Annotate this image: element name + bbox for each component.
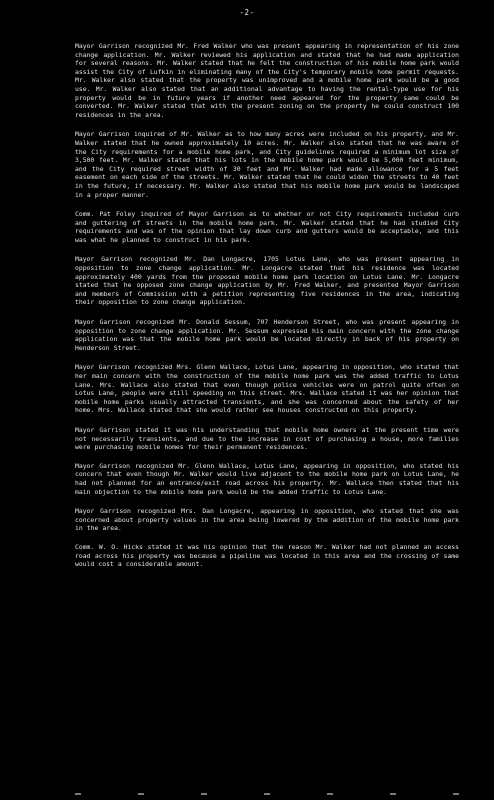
- minutes-body: [75, 42, 459, 580]
- paragraph-hicks-statement: Comm. W. O. Hicks stated it was his opinion that the reason Mr. Walker had not planned an access road across his property was because a pipeline was located in this area and the crossing of same would cost a considerable amount.: [75, 542, 459, 569]
- paragraph-mrs-wallace-opposition: Mayor Garrison recognized Mrs. Glenn Wallace, Lotus Lane, appearing in opposition, who stated that her main concern with the construction of the mobile home park was the added traffic to Lotus Lane. Mrs. Wallace also stated that even though police vehicles were on patrol quite often on Lotus Lane, people were still speeding on this street. Mrs. Wallace stated it was her opinion that mobile home parks usually attracted transients, and she was concerned about the safety of her home. Mrs. Wallace stated that she would rather see houses constructed on this property.: [75, 363, 459, 415]
- scan-mark: [138, 793, 144, 795]
- scan-mark: [453, 793, 459, 795]
- bottom-edge-marks: [75, 793, 459, 796]
- paragraph-longacre-opposition: Mayor Garrison recognized Mr. Dan Longacre, 1705 Lotus Lane, who was present appearing in opposition to zone change application. Mr. Longacre stated that his residence was located approximately 400 yards from the proposed mobile home park location on Lotus Lane. Mr. Longacre stated that he opposed zone change application by Mr. Fred Walker, and presented Mayor Garrison and members of Commission with a petition representing five residences in the area, indicating their opposition to zone change application.: [75, 255, 459, 307]
- paragraph-sessum-opposition: Mayor Garrison recognized Mr. Donald Sessum, 707 Henderson Street, who was present appearing in opposition to zone change application. Mr. Sessum expressed his main concern with the zone change application was that the mobile home park would be located directly in back of his property on Henderson Street.: [75, 318, 459, 352]
- scan-mark: [264, 793, 270, 795]
- scan-mark: [75, 793, 81, 795]
- paragraph-acreage-inquiry: Mayor Garrison inquired of Mr. Walker as to how many acres were included on his property, and Mr. Walker stated that he owned approximately 10 acres. Mr. Walker also stated that he was aware of the City requirements for a mobile home park, and City guidelines required a minimum lot size of 3,500 feet. Mr. Walker stated that his lots in the mobile home park would be 5,000 feet minimum, and the City required street width of 30 feet and Mr. Walker had made allowance for a 5 feet easement on each side of the streets. Mr. Walker stated that he could widen the streets to 40 feet in the future, if necessary. Mr. Walker also stated that his mobile home park would be landscaped in a proper manner.: [75, 130, 459, 199]
- paragraph-curb-guttering: Comm. Pat Foley inquired of Mayor Garrison as to whether or not City requirements included curb and guttering of streets in the mobile home park. Mr. Walker stated that he had studied City requirements and was of the opinion that lay down curb and gutters would be acceptable, and this was what he planned to construct in his park.: [75, 210, 459, 244]
- scan-mark: [390, 793, 396, 795]
- paragraph-mr-wallace-opposition: Mayor Garrison recognized Mr. Glenn Wallace, Lotus Lane, appearing in opposition, who stated his concern that even though Mr. Walker would live adjacent to the mobile home park on Lotus Lane, he had not planned for an entrance/exit road across his property. Mr. Wallace then stated that his main objection to the mobile home park would be the added traffic to Lotus Lane.: [75, 461, 459, 496]
- scan-mark: [327, 793, 333, 795]
- paragraph-mrs-longacre-opposition: Mayor Garrison recognized Mrs. Dan Longacre, appearing in opposition, who stated that she was concerned about property values in the area being lowered by the addition of the mobile home park in the area.: [75, 507, 459, 533]
- paragraph-walker-application: Mayor Garrison recognized Mr. Fred Walker who was present appearing in representation of his zone change application. Mr. Walker reviewed his application and stated that he had made application for several reasons. Mr. Walker stated that he felt the construction of his mobile home park would assist the City of Lufkin in eliminating many of the City's temporary mobile home permit requests. Mr. Walker also stated that the property was unimproved and a mobile home park would be a good use. Mr. Walker also stated that an additional advantage to having the rental-type use for his property would be in future years if another need appeared for the property same could be converted. Mr. Walker stated that with the present zoning on the property he could construct 100 residences in the area.: [75, 42, 459, 119]
- scan-mark: [201, 793, 207, 795]
- page-number: -2-: [239, 8, 255, 17]
- paragraph-mayor-transients: Mayor Garrison stated it was his understanding that mobile home owners at the present time were not necessarily transients, and due to the increase in cost of purchasing a house, more families were purchasing mobile homes for their permanent residences.: [75, 425, 459, 452]
